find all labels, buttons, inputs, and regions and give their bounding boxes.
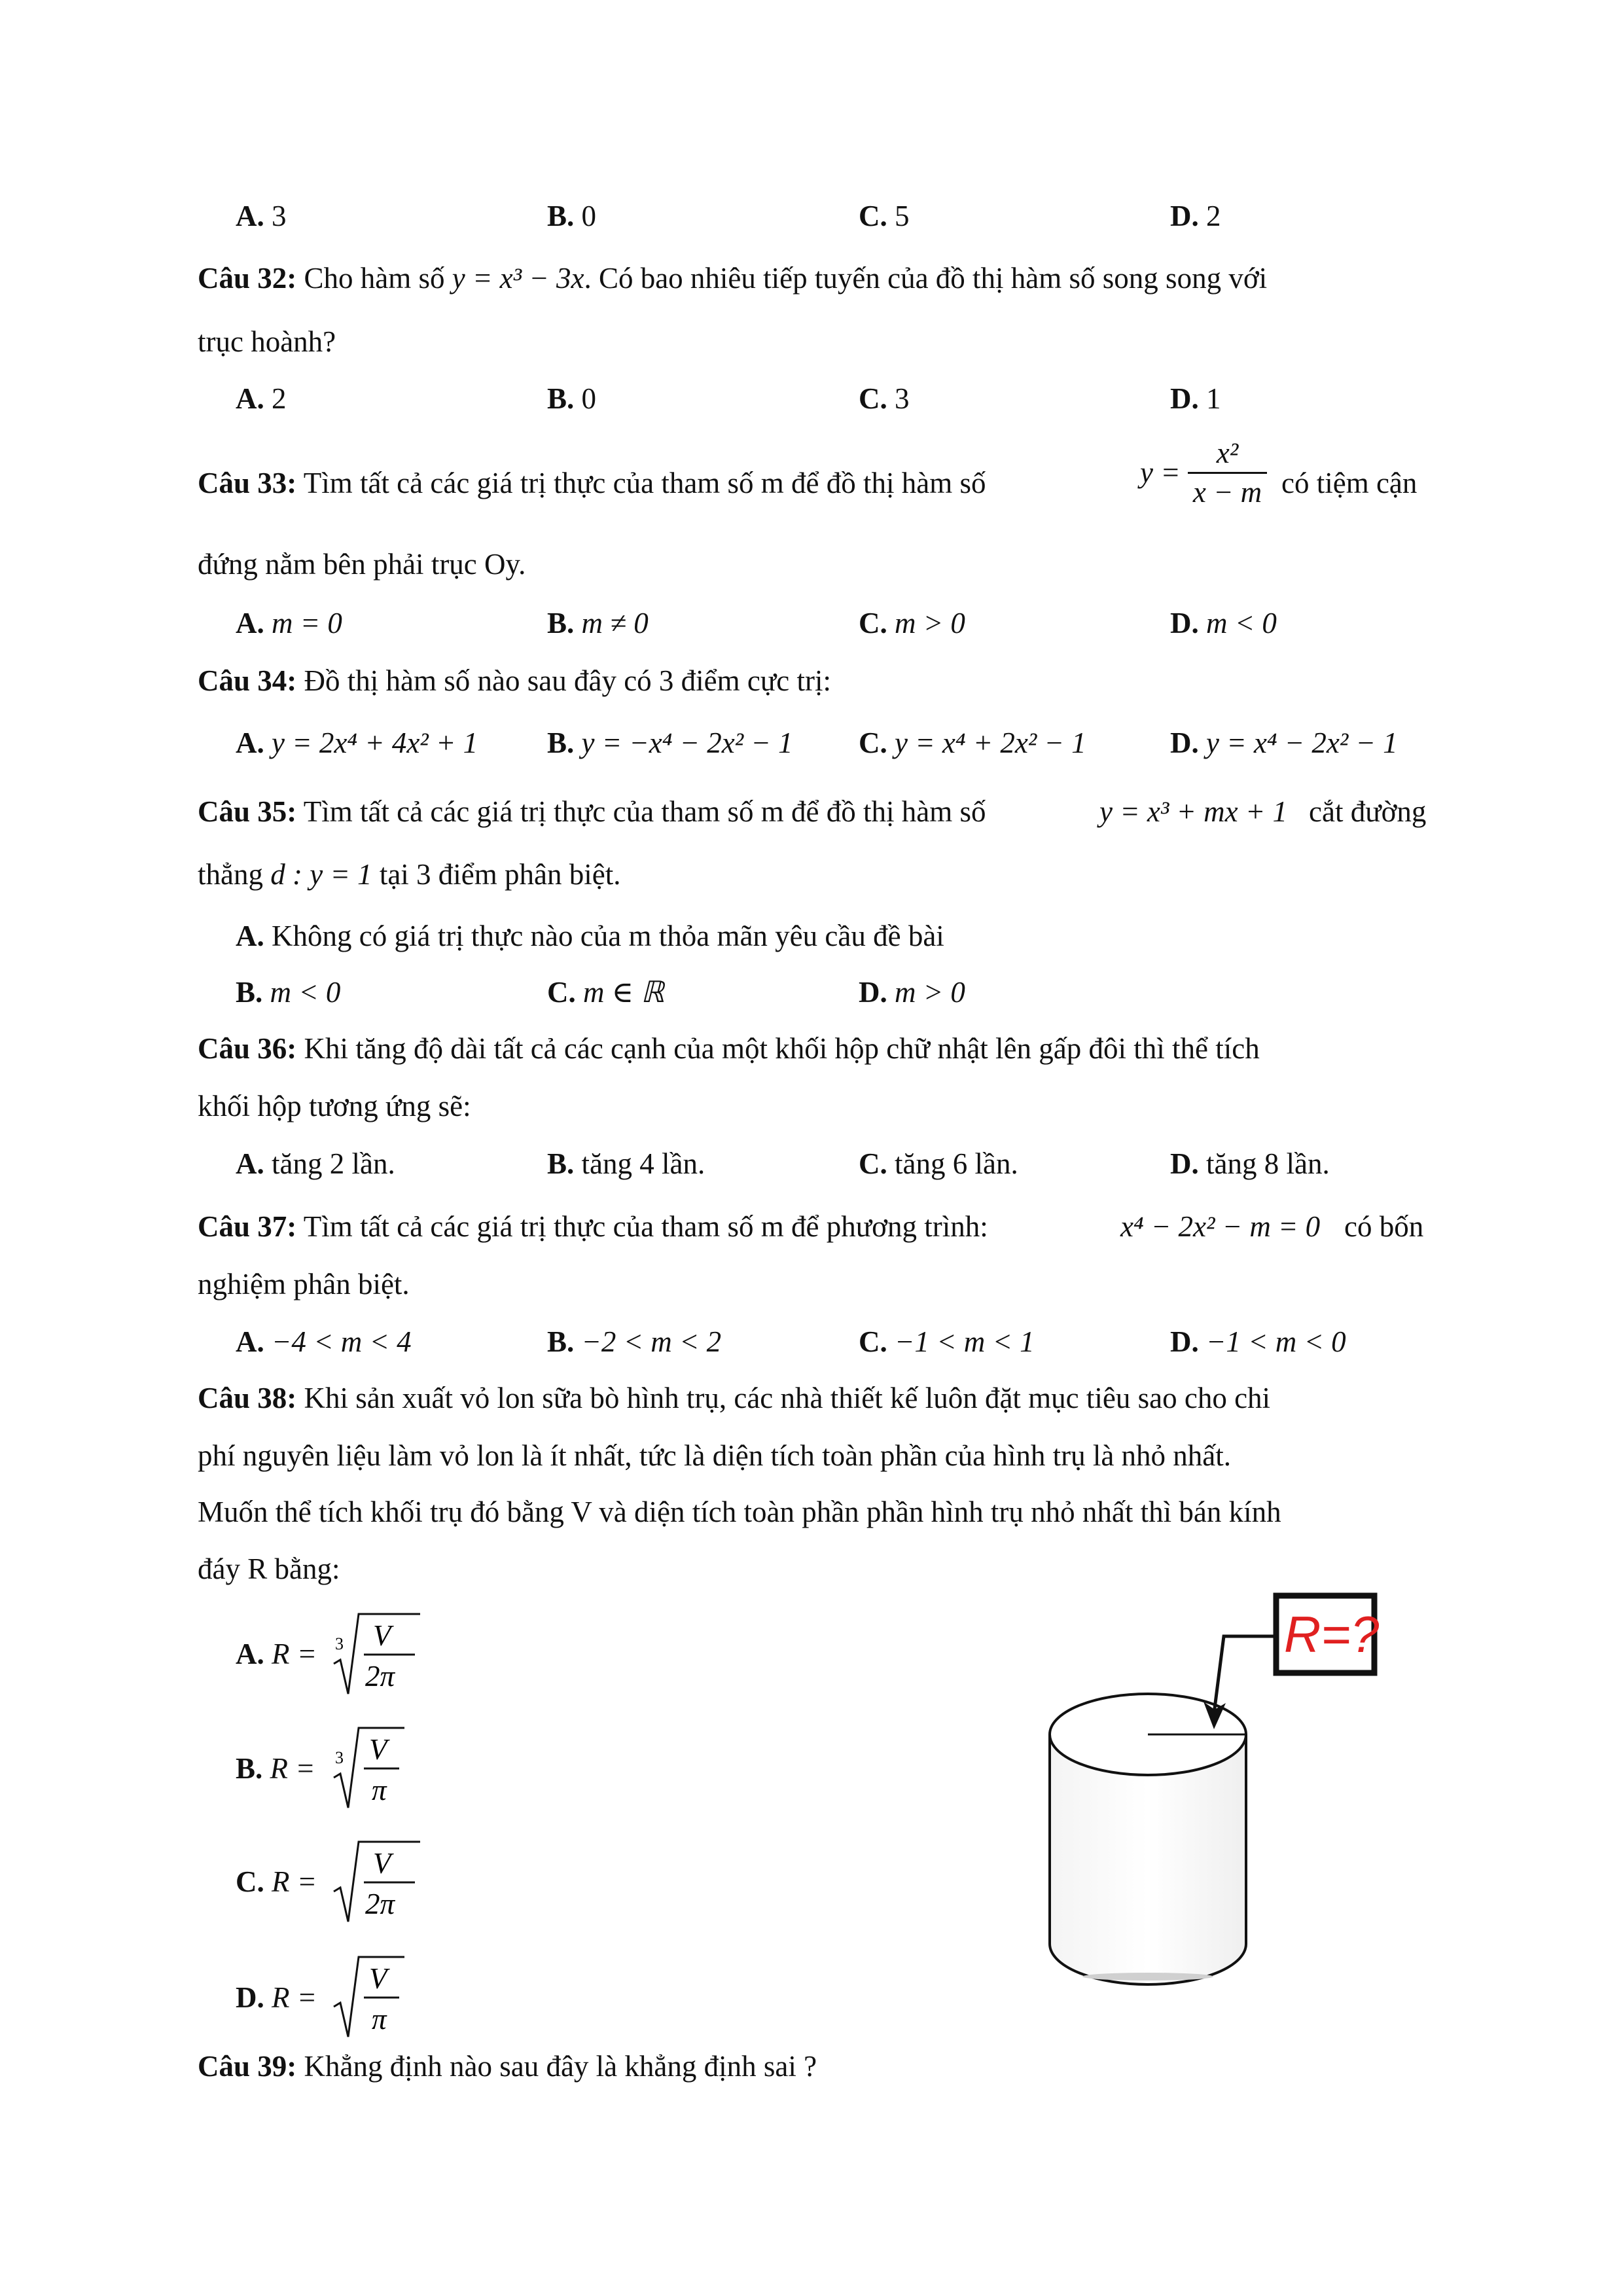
q35-option-a: A. Không có giá trị thực nào của m thỏa mãn yêu cầu đề bài (236, 920, 944, 952)
q33-stem-line2: đứng nằm bên phải trục Oy. (198, 548, 526, 581)
q35-option-d: D. m > 0 (859, 976, 965, 1009)
q37-option-a: A. −4 < m < 4 (236, 1325, 412, 1358)
q38-stem-line2: phí nguyên liệu làm vỏ lon là ít nhất, tức là diện tích toàn phần của hình trụ là nhỏ nhất. (198, 1439, 1232, 1472)
q38-option-c: C. R = (236, 1865, 317, 1898)
cylinder-figure (1034, 1558, 1400, 2016)
q35-stem-line1-end: cắt đường (1309, 795, 1427, 828)
q39-stem: Câu 39: Khẳng định nào sau đây là khẳng định sai ? (198, 2050, 817, 2083)
q33-option-c: C. m > 0 (859, 607, 965, 639)
q37-stem-line2: nghiệm phân biệt. (198, 1268, 410, 1300)
q38-a-numerator: V (373, 1619, 391, 1652)
q33-stem-line1-end: có tiệm cận (1281, 467, 1418, 499)
q33-option-b: B. m ≠ 0 (547, 607, 649, 639)
q33-fraction: $\frac{\text{x²}}{x - m}$ (1188, 439, 1267, 507)
q38-d-denominator: π (372, 2003, 387, 2036)
q32-option-a: A. 2 (236, 382, 287, 415)
q33-option-a: A. m = 0 (236, 607, 342, 639)
q32-stem-line1: Câu 32: Cho hàm số y = x³ − 3x. Có bao nhiêu tiếp tuyến của đồ thị hàm số song song với (198, 262, 1268, 295)
q33-stem-line1: Câu 33: Tìm tất cả các giá trị thực của tham số m để đồ thị hàm số (198, 467, 986, 499)
q34-option-a: A. y = 2x⁴ + 4x² + 1 (236, 726, 478, 759)
q36-option-c: C. tăng 6 lần. (859, 1147, 1018, 1180)
q38-label: Câu 38: (198, 1382, 297, 1414)
q37-stem-line1: Câu 37: Tìm tất cả các giá trị thực của tham số m để phương trình: (198, 1210, 988, 1243)
q36-option-b: B. tăng 4 lần. (547, 1147, 705, 1180)
q37-option-b: B. −2 < m < 2 (547, 1325, 722, 1358)
q38-stem-line4: đáy R bằng: (198, 1552, 340, 1585)
q35-line-equation: d : y = 1 (270, 858, 372, 891)
q38-b-numerator: V (369, 1733, 387, 1766)
q36-option-d: D. tăng 8 lần. (1170, 1147, 1330, 1180)
q31-option-b: B. 0 (547, 200, 597, 232)
q34-option-c: C. y = x⁴ + 2x² − 1 (859, 726, 1086, 759)
cylinder-shadow (1082, 1973, 1213, 1981)
q32-option-d: D. 1 (1170, 382, 1221, 415)
q37-stem-line1-end: có bốn (1344, 1210, 1424, 1243)
q37-formula: x⁴ − 2x² − m = 0 (1120, 1210, 1321, 1243)
q38-stem-line1: Câu 38: Khi sản xuất vỏ lon sữa bò hình trụ, các nhà thiết kế luôn đặt mục tiêu sao cho chi (198, 1382, 1271, 1414)
q38-stem-line3: Muốn thể tích khối trụ đó bằng V và diện tích toàn phần phần hình trụ nhỏ nhất thì bán kính (198, 1496, 1281, 1528)
q33-label: Câu 33: (198, 467, 297, 499)
q31-option-c: C. 5 (859, 200, 910, 232)
q38-a-root-index: 3 (335, 1634, 344, 1653)
q36-stem-line2: khối hộp tương ứng sẽ: (198, 1090, 471, 1122)
q35-stem-line1: Câu 35: Tìm tất cả các giá trị thực của tham số m để đồ thị hàm số (198, 795, 986, 828)
q33-formula: y = $\frac{\text{x²}}{x - m}$ (1140, 439, 1267, 507)
q36-option-a: A. tăng 2 lần. (236, 1147, 395, 1180)
q35-stem-line2: thẳng d : y = 1 tại 3 điểm phân biệt. (198, 858, 621, 891)
q32-formula: y = x³ − 3x (452, 262, 584, 295)
q31-option-d: D. 2 (1170, 200, 1221, 232)
q35-option-b: B. m < 0 (236, 976, 341, 1009)
q32-option-b: B. 0 (547, 382, 597, 415)
q33-option-d: D. m < 0 (1170, 607, 1277, 639)
q32-stem-line2: trục hoành? (198, 325, 336, 358)
q34-option-d: D. y = x⁴ − 2x² − 1 (1170, 726, 1398, 759)
q37-label: Câu 37: (198, 1210, 297, 1243)
q36-stem-line1: Câu 36: Khi tăng độ dài tất cả các cạnh của một khối hộp chữ nhật lên gấp đôi thì thể tích (198, 1032, 1260, 1065)
q36-label: Câu 36: (198, 1032, 297, 1065)
q37-option-c: C. −1 < m < 1 (859, 1325, 1035, 1358)
q32-option-c: C. 3 (859, 382, 910, 415)
q37-option-d: D. −1 < m < 0 (1170, 1325, 1346, 1358)
q32-label: Câu 32: (198, 262, 297, 295)
q38-option-a-radical (331, 1607, 423, 1699)
q38-option-d: D. R = (236, 1981, 317, 2014)
q38-c-denominator: 2π (365, 1888, 395, 1920)
q38-d-numerator: V (369, 1962, 387, 1995)
q34-option-b: B. y = −x⁴ − 2x² − 1 (547, 726, 793, 759)
q38-option-d-radical (331, 1950, 410, 2042)
q35-option-c: C. m ∈ ℝ (547, 976, 664, 1009)
q38-option-c-radical (331, 1835, 423, 1927)
q38-option-a: A. R = (236, 1638, 317, 1670)
figure-label: R=? (1284, 1605, 1380, 1663)
q38-b-root-index: 3 (335, 1748, 344, 1767)
q38-option-b-radical (331, 1721, 410, 1813)
q38-c-numerator: V (373, 1847, 391, 1880)
q39-label: Câu 39: (198, 2050, 297, 2083)
q35-label: Câu 35: (198, 795, 297, 828)
q38-option-b: B. R = (236, 1752, 315, 1785)
q38-b-denominator: π (372, 1774, 387, 1806)
q35-formula: y = x³ + mx + 1 (1099, 795, 1288, 828)
q31-option-a: A. 3 (236, 200, 287, 232)
q38-a-denominator: 2π (365, 1660, 395, 1693)
q34-label: Câu 34: (198, 664, 297, 697)
q34-stem: Câu 34: Đồ thị hàm số nào sau đây có 3 điểm cực trị: (198, 664, 831, 697)
pointer-line (1214, 1636, 1276, 1713)
